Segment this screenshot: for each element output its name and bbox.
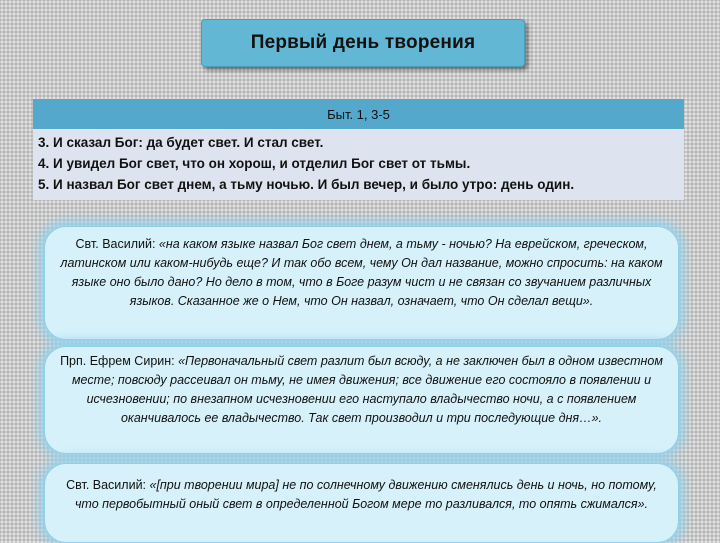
table-body <box>33 129 684 200</box>
verse-4: 4. И увидел Бог свет, что он хорош, и отделил Бог свет от тьмы. <box>38 156 471 171</box>
slide-title: Первый день творения <box>201 19 525 67</box>
verse-5: 5. И назвал Бог свет днем, а тьму ночью. И был вечер, и было утро: день один. <box>38 177 575 192</box>
quote-text: «[при творении мира] не по солнечному движению сменялись день и ночь, но потому, что первобытный оный свет в определенной Богом мере то разливался, то опять сжимался». <box>74 478 657 511</box>
quote-callout-ephrem <box>44 346 679 454</box>
quote-text: «Первоначальный свет разлит был всюду, а не заключен был в одном известном месте; повсюду рассеивал он тьму, не имея движения; все движение его состояло в появлении и исчезновении; по внезапном исчезновении его наступало владычество ночи, а с появлением оканчивалось ее владычество. Так свет производил и три последующие дня…». <box>71 354 663 425</box>
quote-text: «на каком языке назвал Бог свет днем, а тьму - ночью? На еврейском, греческом, латинском или каком-нибудь еще? И так обо всем, чему Он дал название, можно спросить: на каком языке оно было дано? Но дело в том, что в Боге разум чист и не связан со звучанием различных языков. Сказанное же о Нем, что Он назвал, означает, что Он сделал вещи». <box>60 237 663 308</box>
quote-author: Прп. Ефрем Сирин: <box>60 354 179 368</box>
quote-author: Свт. Василий: <box>66 478 150 492</box>
quote-callout-basil <box>44 226 679 340</box>
quote-callout-basil-2 <box>44 463 679 543</box>
quote-author: Свт. Василий: <box>75 237 159 251</box>
verse-3: 3. И сказал Бог: да будет свет. И стал свет. <box>38 135 324 150</box>
scripture-table <box>33 99 684 200</box>
table-header: Быт. 1, 3-5 <box>33 99 684 129</box>
